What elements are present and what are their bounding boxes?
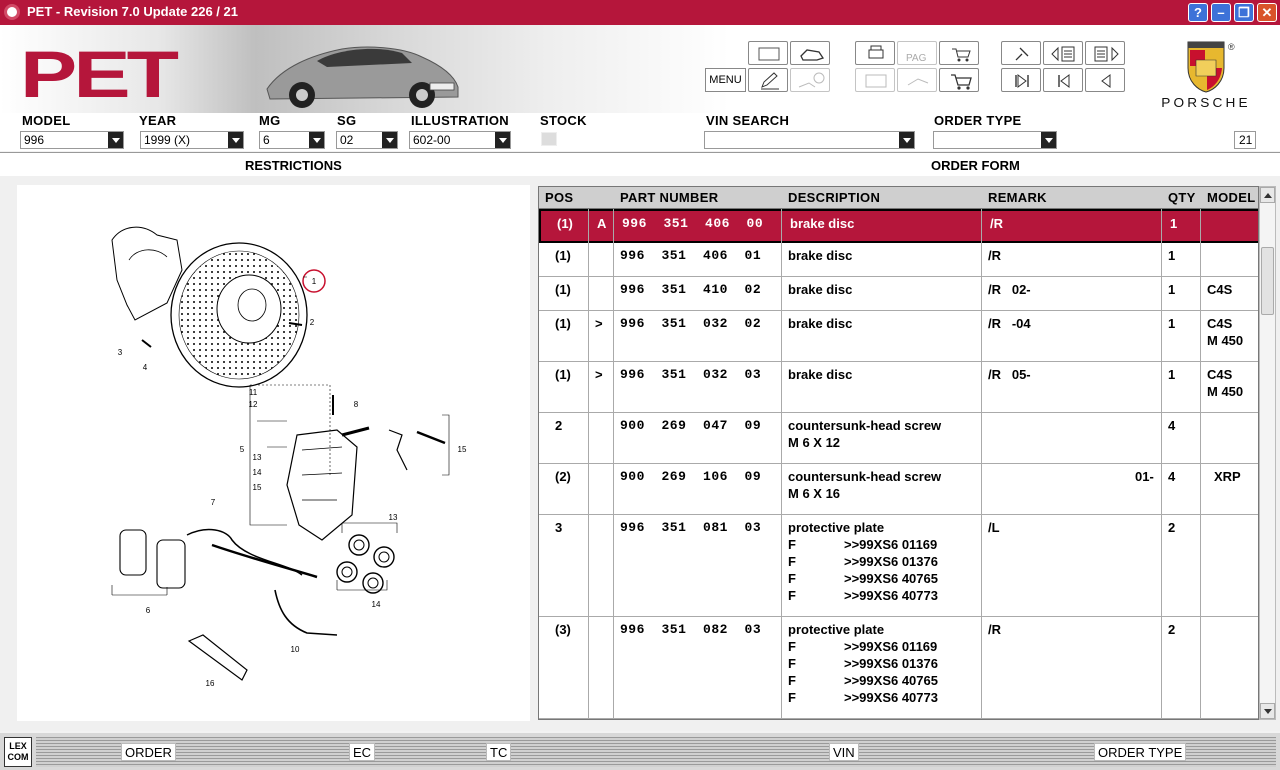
callout-label[interactable]: 4 <box>142 363 148 372</box>
next-doc-button[interactable] <box>1085 41 1125 65</box>
order-type-label: ORDER TYPE <box>934 113 1022 128</box>
status-strip <box>36 737 1276 767</box>
scroll-thumb[interactable] <box>1261 247 1274 315</box>
pag-label: PAG <box>906 53 927 64</box>
table-row[interactable] <box>539 515 1259 617</box>
porsche-logo <box>1141 38 1271 110</box>
cell-fin-range: >>99XS6 01169 <box>844 639 938 654</box>
table-scrollbar[interactable] <box>1259 186 1276 720</box>
cell-description: brake disc <box>788 282 853 297</box>
table-row[interactable] <box>539 617 1259 719</box>
cell-fin-range: >>99XS6 01376 <box>844 554 938 569</box>
cell-description-line2: M 6 X 16 <box>788 486 841 501</box>
porsche-wordmark: PORSCHE <box>1161 95 1251 110</box>
maximize-button[interactable]: ❐ <box>1234 3 1254 22</box>
cell-fin-range: >>99XS6 40773 <box>844 588 938 603</box>
cell-pos: 3 <box>555 520 563 535</box>
caliper-drawing <box>287 430 357 540</box>
chevron-down-icon[interactable] <box>309 132 324 148</box>
year-select[interactable] <box>140 131 244 149</box>
col-qty[interactable]: QTY <box>1168 190 1196 205</box>
cell-qty: 1 <box>1168 367 1176 382</box>
table-row[interactable] <box>539 277 1259 311</box>
cell-flag: A <box>597 216 607 231</box>
app-icon[interactable] <box>4 4 20 20</box>
cell-fin-range: >>99XS6 40765 <box>844 571 938 586</box>
stock-label: STOCK <box>540 113 587 128</box>
cell-model-line2: M 450 <box>1207 333 1244 348</box>
chevron-down-icon[interactable] <box>1041 132 1056 148</box>
header <box>0 25 1280 113</box>
page-count-field: 21 <box>1234 131 1256 149</box>
chevron-down-icon[interactable] <box>228 132 243 148</box>
table-row[interactable] <box>539 413 1259 464</box>
table-row[interactable] <box>539 209 1259 243</box>
cell-fin-flag: F <box>788 537 796 552</box>
cell-description: brake disc <box>790 216 855 231</box>
cart-transfer-button[interactable] <box>939 41 979 65</box>
cell-remark: /R <box>988 622 1001 637</box>
cart-icon <box>940 69 980 93</box>
stock-checkbox[interactable] <box>541 132 557 146</box>
cell-fin-range: >>99XS6 01376 <box>844 656 938 671</box>
year-label: YEAR <box>139 113 177 128</box>
sg-label: SG <box>337 113 357 128</box>
bottom-bar <box>0 733 1280 770</box>
callout-label[interactable]: 2 <box>309 318 315 327</box>
list-button[interactable] <box>855 68 895 92</box>
window-view-button[interactable] <box>748 41 788 65</box>
cart-button[interactable] <box>939 68 979 92</box>
minimize-button[interactable]: – <box>1211 3 1231 22</box>
mg-label: MG <box>259 113 281 128</box>
selector-fields <box>0 128 1280 151</box>
cell-part-number: 996 351 410 02 <box>620 282 762 297</box>
chevron-down-icon[interactable] <box>899 132 914 148</box>
close-button[interactable]: ✕ <box>1257 3 1277 22</box>
pet-logo: PET <box>20 37 176 111</box>
callout-label[interactable]: 3 <box>117 348 123 357</box>
column-divider <box>1161 209 1162 720</box>
cell-pos: (1) <box>555 367 571 382</box>
cell-pos: (2) <box>555 469 571 484</box>
cell-description-line2: M 6 X 12 <box>788 435 841 450</box>
cell-pos: (1) <box>555 282 571 297</box>
illustration-label: ILLUSTRATION <box>411 113 509 128</box>
menu-button[interactable]: MENU <box>705 68 746 92</box>
model-label: MODEL <box>22 113 71 128</box>
section-header-bar <box>0 152 1280 176</box>
scroll-down-button[interactable] <box>1260 703 1275 719</box>
callout-label[interactable]: 7 <box>210 498 216 507</box>
help-button[interactable]: ? <box>1188 3 1208 22</box>
pag-button[interactable] <box>897 41 937 65</box>
cell-model: C4S <box>1207 316 1233 331</box>
callout-label[interactable]: 8 <box>353 400 359 409</box>
cell-fin-flag: F <box>788 571 796 586</box>
cell-pos: (1) <box>555 316 571 331</box>
cell-part-number: 996 351 032 02 <box>620 316 762 331</box>
callout-label[interactable]: 15 <box>252 483 262 492</box>
column-divider <box>588 209 589 720</box>
cell-part-number: 996 351 082 03 <box>620 622 762 637</box>
illustration-select[interactable] <box>409 131 511 149</box>
cell-remark: /R 05- <box>988 367 1031 382</box>
col-model[interactable]: MODEL <box>1207 190 1256 205</box>
vin-search-input[interactable] <box>704 131 915 149</box>
cell-model-line2: M 450 <box>1207 384 1244 399</box>
parts-illustration[interactable] <box>17 185 530 721</box>
cell-description: brake disc <box>788 248 853 263</box>
mg-select[interactable] <box>259 131 325 149</box>
tc-status[interactable]: TC <box>486 743 511 761</box>
first-page-button[interactable] <box>1043 68 1083 92</box>
cell-model: C4S <box>1207 367 1233 382</box>
lexcom-line-2: COM <box>7 752 29 762</box>
cell-part-number: 996 351 081 03 <box>620 520 762 535</box>
callout-label[interactable]: 13 <box>388 513 398 522</box>
callout-label[interactable]: 14 <box>371 600 381 609</box>
callout-label[interactable]: 15 <box>457 445 467 454</box>
vin-status[interactable]: VIN <box>829 743 859 761</box>
cell-remark: /R <box>988 248 1001 263</box>
cell-part-number: 996 351 406 00 <box>622 216 764 231</box>
col-pos[interactable]: POS <box>545 190 574 205</box>
cell-fin-flag: F <box>788 639 796 654</box>
sg-value: 02 <box>340 133 354 147</box>
cell-description: brake disc <box>788 367 853 382</box>
order-status[interactable]: ORDER <box>121 743 176 761</box>
svg-text:®: ® <box>1228 42 1235 52</box>
brake-pad-drawing <box>120 530 146 575</box>
info-button[interactable] <box>790 68 830 92</box>
field-labels <box>0 113 1280 128</box>
cell-fin-flag: F <box>788 690 796 705</box>
cell-qty: 1 <box>1168 316 1176 331</box>
prev-doc-button[interactable] <box>1043 41 1083 65</box>
table-row[interactable] <box>539 243 1259 277</box>
last-page-button[interactable] <box>1001 68 1041 92</box>
edit-button[interactable] <box>748 68 788 92</box>
col-description[interactable]: DESCRIPTION <box>788 190 881 205</box>
main-area <box>0 176 1280 731</box>
chevron-down-icon[interactable] <box>495 132 510 148</box>
cell-description: countersunk-head screw <box>788 469 942 484</box>
print-button[interactable] <box>855 41 895 65</box>
cell-description: brake disc <box>788 316 853 331</box>
pin-icon <box>1002 42 1042 66</box>
prev-page-button[interactable] <box>1085 68 1125 92</box>
cell-flag: > <box>595 316 603 331</box>
model-value: 996 <box>24 133 45 147</box>
illustration-value: 602-00 <box>413 133 451 147</box>
chevron-down-icon[interactable] <box>108 132 123 148</box>
lexcom-logo[interactable] <box>4 737 32 767</box>
cell-fin-flag: F <box>788 588 796 603</box>
last-page-icon <box>1002 69 1042 93</box>
callout-label[interactable]: 11 <box>248 388 258 397</box>
column-divider <box>1200 209 1201 720</box>
mg-value: 6 <box>263 133 270 147</box>
year-value: 1999 (X) <box>144 133 191 147</box>
cell-fin-range: >>99XS6 40765 <box>844 673 938 688</box>
column-divider <box>613 209 614 720</box>
search-dim-button[interactable] <box>897 68 937 92</box>
cell-pos: (3) <box>555 622 571 637</box>
vin-search-label: VIN SEARCH <box>706 113 790 128</box>
cell-part-number: 996 351 406 01 <box>620 248 762 263</box>
cell-part-number: 900 269 106 09 <box>620 469 762 484</box>
cell-pos: 2 <box>555 418 563 433</box>
lexcom-line-1: LEX <box>9 741 27 751</box>
table-row[interactable] <box>539 362 1259 413</box>
callout-label[interactable]: 12 <box>248 400 258 409</box>
cell-remark: 01- <box>1135 469 1154 484</box>
grease-tube-drawing <box>189 635 247 680</box>
cell-description: countersunk-head screw <box>788 418 942 433</box>
first-page-icon <box>1044 69 1084 93</box>
scroll-up-button[interactable] <box>1260 187 1275 203</box>
cell-fin-flag: F <box>788 554 796 569</box>
cell-qty: 4 <box>1168 418 1176 433</box>
column-divider <box>981 209 982 720</box>
order-form-label[interactable]: ORDER FORM <box>931 158 1020 173</box>
ec-status[interactable]: EC <box>349 743 375 761</box>
order-type-select[interactable] <box>933 131 1057 149</box>
column-divider <box>781 209 782 720</box>
cell-description: protective plate <box>788 520 885 535</box>
chevron-down-icon[interactable] <box>382 132 397 148</box>
callout-label[interactable]: 10 <box>290 645 300 654</box>
cell-remark: /R -04 <box>988 316 1031 331</box>
cell-qty: 2 <box>1168 520 1176 535</box>
cell-qty: 1 <box>1170 216 1178 231</box>
cell-fin-flag: F <box>788 656 796 671</box>
parts-table <box>538 186 1259 720</box>
callout-label[interactable]: 16 <box>205 679 215 688</box>
sg-select[interactable] <box>336 131 398 149</box>
table-header <box>539 187 1259 209</box>
cell-remark: /R 02- <box>988 282 1031 297</box>
pin-button[interactable] <box>1001 41 1041 65</box>
cell-remark: /L <box>988 520 1000 535</box>
callout-label[interactable]: 6 <box>145 606 151 615</box>
col-part-number[interactable]: PART NUMBER <box>620 190 719 205</box>
window-title: PET - Revision 7.0 Update 226 / 21 <box>27 4 238 19</box>
cell-fin-range: >>99XS6 40773 <box>844 690 938 705</box>
cell-model: XRP <box>1214 469 1241 484</box>
restrictions-label[interactable]: RESTRICTIONS <box>245 158 342 173</box>
order-type-status[interactable]: ORDER TYPE <box>1094 743 1186 761</box>
car-link-button[interactable] <box>790 41 830 65</box>
callout-label[interactable]: 1 <box>311 277 317 286</box>
cell-qty: 1 <box>1168 248 1176 263</box>
cell-qty: 1 <box>1168 282 1176 297</box>
cell-description: protective plate <box>788 622 885 637</box>
cell-fin-flag: F <box>788 673 796 688</box>
callout-label[interactable]: 5 <box>239 445 245 454</box>
car-image <box>262 27 462 111</box>
cell-pos: (1) <box>557 216 573 231</box>
cell-part-number: 900 269 047 09 <box>620 418 762 433</box>
table-row[interactable] <box>539 311 1259 362</box>
callout-label[interactable]: 13 <box>252 453 262 462</box>
model-select[interactable] <box>20 131 124 149</box>
title-bar <box>0 0 1280 25</box>
col-remark[interactable]: REMARK <box>988 190 1047 205</box>
cell-flag: > <box>595 367 603 382</box>
cell-fin-range: >>99XS6 01169 <box>844 537 938 552</box>
cell-pos: (1) <box>555 248 571 263</box>
cell-model: C4S <box>1207 282 1233 297</box>
cell-part-number: 996 351 032 03 <box>620 367 762 382</box>
cell-remark: /R <box>990 216 1003 231</box>
cell-qty: 2 <box>1168 622 1176 637</box>
cell-qty: 4 <box>1168 469 1176 484</box>
table-row[interactable] <box>539 464 1259 515</box>
callout-label[interactable]: 14 <box>252 468 262 477</box>
